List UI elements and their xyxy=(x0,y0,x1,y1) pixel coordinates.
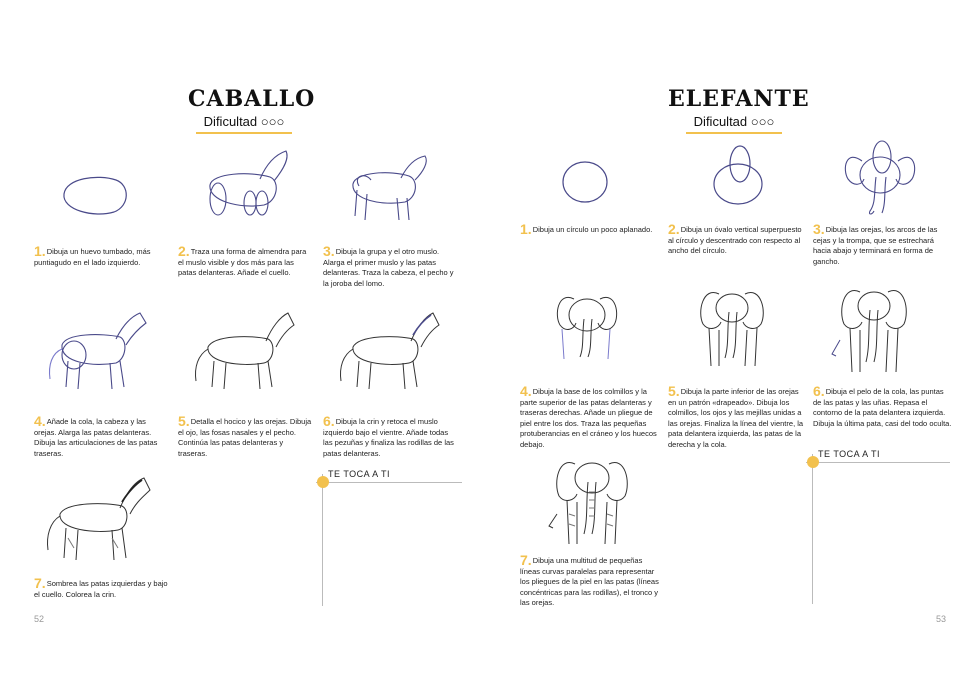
elephant-step-3-sketch xyxy=(840,135,920,220)
page-number: 53 xyxy=(936,614,947,624)
step-text: 6.Dibuja el pelo de la cola, las puntas de las patas y las uñas. Repasa el contorno de la pata delantera izquierda. Dibuja la última pata, casi del todo oculta. xyxy=(813,383,952,428)
horse-step-2-sketch xyxy=(200,145,295,220)
step-text: 1.Dibuja un huevo tumbado, más puntiagudo en el lado izquierdo. xyxy=(34,243,151,267)
step-text: 5.Dibuja la parte inferior de las orejas en un patrón «drapeado». Dibuja los colmillos, los ojos y las mejillas unidas a las orejas. Finaliza la línea del vientre, la pata delantera izquierda, las patas de la derecha y la cola. xyxy=(668,383,804,449)
step-text: 3.Dibuja las orejas, los arcos de las cejas y la trompa, que se estrechará hacia abajo y terminará en forma de gancho. xyxy=(813,221,938,266)
practice-area-vline xyxy=(322,474,323,606)
practice-area-hline xyxy=(806,462,950,463)
step-text: 3.Dibuja la grupa y el otro muslo. Alarga el primer muslo y las patas delanteras. Traza la cabeza, el pecho y la joroba del lomo. xyxy=(323,243,454,288)
step-text: 2.Dibuja un óvalo vertical superpuesto al círculo y descentrado con respecto al ancho del círculo. xyxy=(668,221,802,255)
elephant-step-1-sketch xyxy=(558,155,613,210)
horse-step-3-sketch xyxy=(345,150,435,225)
elephant-step-2-sketch xyxy=(708,140,768,210)
step-text: 4.Dibuja la base de los colmillos y la parte superior de las patas delanteras y traseras derechas. Añade un pliegue de piel entre los dos. Traza las pequeñas protuberancias en el cráneo y los huecos debajo. xyxy=(520,383,657,449)
step-text: 1.Dibuja un círculo un poco aplanado. xyxy=(520,221,653,237)
horse-step-6-sketch xyxy=(333,305,443,395)
practice-area-vline xyxy=(812,454,813,604)
difficulty-rating: Dificultad ○○○ xyxy=(196,114,292,134)
elephant-step-7-sketch xyxy=(545,452,640,552)
horse-step-4-sketch xyxy=(40,305,150,395)
page-title: ELEFANTE xyxy=(668,86,810,112)
page-title: CABALLO xyxy=(188,86,316,112)
practice-area-label: TE TOCA A TI xyxy=(328,469,391,479)
page-elefante xyxy=(490,0,980,700)
horse-step-1-sketch xyxy=(58,170,138,220)
elephant-step-6-sketch xyxy=(830,280,920,380)
practice-dot-icon xyxy=(317,476,329,488)
elephant-step-5-sketch xyxy=(695,282,770,372)
page-number: 52 xyxy=(34,614,45,624)
elephant-step-4-sketch xyxy=(550,285,625,365)
horse-step-5-sketch xyxy=(188,305,298,395)
practice-area-hline xyxy=(316,482,462,483)
horse-step-7-sketch xyxy=(40,468,155,568)
difficulty-rating: Dificultad ○○○ xyxy=(686,114,782,134)
step-text: 7.Dibuja una multitud de pequeñas líneas curvas paralelas para representar los pliegues de la piel en las patas (líneas concéntricas para las rodillas), el tronco y las orejas. xyxy=(520,552,659,607)
practice-dot-icon xyxy=(807,456,819,468)
step-text: 2.Traza una forma de almendra para el muslo visible y dos más para las patas delanteras. Añade el cuello. xyxy=(178,243,307,277)
step-text: 7.Sombrea las patas izquierdas y bajo el cuello. Colorea la crin. xyxy=(34,575,168,599)
step-text: 5.Detalla el hocico y las orejas. Dibuja el ojo, las fosas nasales y el pecho. Continúa las patas delanteras y traseras. xyxy=(178,413,312,458)
step-text: 4.Añade la cola, la cabeza y las orejas. Alarga las patas delanteras. Dibuja las articulaciones de las patas traseras. xyxy=(34,413,158,458)
practice-area-label: TE TOCA A TI xyxy=(818,449,881,459)
step-text: 6.Dibuja la crin y retoca el muslo izquierdo bajo el vientre. Añade todas las pezuñas y finaliza las rodillas de las patas delanteras. xyxy=(323,413,454,458)
